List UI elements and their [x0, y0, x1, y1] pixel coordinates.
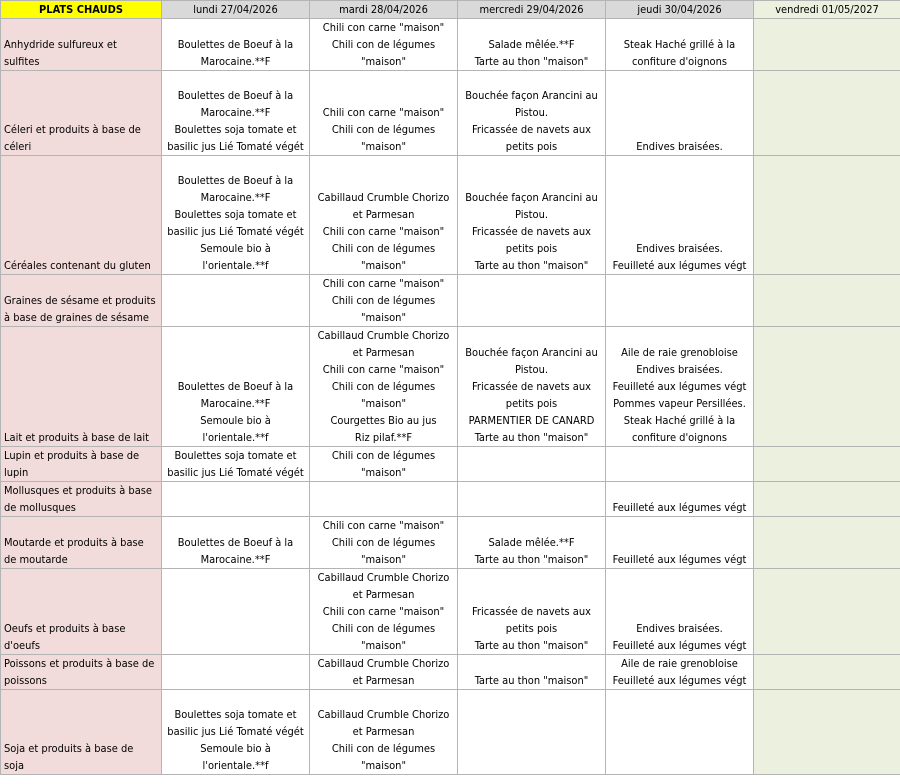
day-header-tuesday: mardi 28/04/2026 — [310, 1, 458, 19]
dish-line: petits pois — [505, 397, 558, 410]
dish-cell-monday — [162, 19, 310, 71]
dish-line: Boulettes de Boeuf à la — [177, 380, 294, 393]
allergen-label-line: Céleri et produits à base de — [4, 123, 141, 136]
dish-cell-thursday — [606, 447, 754, 482]
dish-cell-tuesday — [310, 71, 458, 156]
dish-line: Pistou. — [515, 208, 548, 221]
dish-line: Chili con carne "maison" — [322, 277, 445, 290]
dish-line: Tarte au thon "maison" — [474, 259, 589, 272]
dish-line: Endives braisées. — [636, 622, 723, 635]
dish-cell-monday — [162, 517, 310, 569]
dish-cell-wednesday — [458, 482, 606, 517]
dish-line: et Parmesan — [352, 346, 415, 359]
day-header-wednesday: mercredi 29/04/2026 — [458, 1, 606, 19]
dish-line: Feuilleté aux légumes végt — [612, 259, 747, 272]
dish-cell-tuesday — [310, 275, 458, 327]
allergen-label-line: Poissons et produits à base de — [4, 657, 155, 670]
dish-cell-monday — [162, 327, 310, 447]
dish-line: Marocaine.**F — [200, 106, 271, 119]
dish-line: "maison" — [360, 466, 407, 479]
dish-cell-monday — [162, 569, 310, 655]
dish-line: basilic jus Lié Tomaté végét — [167, 466, 304, 479]
dish-line: Chili con de légumes — [331, 242, 436, 255]
dish-cell-friday — [754, 275, 900, 327]
dish-line: Chili con de légumes — [331, 449, 436, 462]
table-row — [1, 517, 900, 569]
dish-line: Semoule bio à — [200, 742, 271, 755]
dish-line: Cabillaud Crumble Chorizo — [317, 708, 450, 721]
allergen-cell — [1, 517, 162, 569]
dish-line: Boulettes de Boeuf à la — [177, 38, 294, 51]
allergen-cell — [1, 655, 162, 690]
dish-cell-wednesday — [458, 690, 606, 775]
day-header-friday: vendredi 01/05/2027 — [754, 1, 900, 19]
dish-line: petits pois — [505, 140, 558, 153]
allergen-label-line: Lait et produits à base de lait — [4, 431, 150, 444]
dish-line: Feuilleté aux légumes végt — [612, 501, 747, 514]
dish-cell-wednesday — [458, 517, 606, 569]
dish-line: "maison" — [360, 639, 407, 652]
dish-line: Feuilleté aux légumes végt — [612, 553, 747, 566]
dish-line: Feuilleté aux légumes végt — [612, 380, 747, 393]
dish-line: Fricassée de navets aux — [471, 123, 592, 136]
dish-line: Riz pilaf.**F — [354, 431, 413, 444]
dish-line: l'orientale.**f — [202, 759, 269, 772]
dish-cell-wednesday — [458, 156, 606, 275]
dish-line: Chili con de légumes — [331, 622, 436, 635]
day-header-thursday: jeudi 30/04/2026 — [606, 1, 754, 19]
dish-line: et Parmesan — [352, 588, 415, 601]
dish-line: Salade mêlée.**F — [488, 536, 575, 549]
dish-cell-friday — [754, 690, 900, 775]
dish-line: Steak Haché grillé à la — [623, 414, 736, 427]
dish-cell-tuesday — [310, 19, 458, 71]
corner-header: PLATS CHAUDS — [1, 1, 162, 19]
dish-line: "maison" — [360, 311, 407, 324]
allergen-cell — [1, 447, 162, 482]
allergen-label-line: de mollusques — [4, 501, 76, 514]
dish-line: Chili con de légumes — [331, 742, 436, 755]
dish-line: Feuilleté aux légumes végt — [612, 674, 747, 687]
dish-cell-wednesday — [458, 655, 606, 690]
dish-line: Chili con de légumes — [331, 294, 436, 307]
dish-cell-thursday — [606, 569, 754, 655]
dish-line: confiture d'oignons — [631, 55, 728, 68]
table-row — [1, 655, 900, 690]
dish-cell-friday — [754, 71, 900, 156]
dish-line: "maison" — [360, 397, 407, 410]
dish-line: Pistou. — [515, 363, 548, 376]
table-row — [1, 327, 900, 447]
dish-cell-monday — [162, 690, 310, 775]
dish-line: et Parmesan — [352, 725, 415, 738]
dish-line: Boulettes de Boeuf à la — [177, 174, 294, 187]
dish-line: Fricassée de navets aux — [471, 225, 592, 238]
dish-line: Semoule bio à — [200, 242, 271, 255]
allergen-cell — [1, 156, 162, 275]
day-header-monday: lundi 27/04/2026 — [162, 1, 310, 19]
dish-cell-thursday — [606, 156, 754, 275]
allergen-cell — [1, 327, 162, 447]
allergen-label-line: Soja et produits à base de — [4, 742, 134, 755]
dish-line: Cabillaud Crumble Chorizo — [317, 571, 450, 584]
dish-line: Pistou. — [515, 106, 548, 119]
dish-cell-thursday — [606, 19, 754, 71]
dish-cell-friday — [754, 447, 900, 482]
dish-line: et Parmesan — [352, 208, 415, 221]
dish-line: Chili con carne "maison" — [322, 225, 445, 238]
table-row — [1, 275, 900, 327]
allergen-cell — [1, 19, 162, 71]
dish-cell-tuesday — [310, 569, 458, 655]
dish-line: Chili con carne "maison" — [322, 21, 445, 34]
dish-line: Tarte au thon "maison" — [474, 553, 589, 566]
allergen-label-line: Céréales contenant du gluten — [4, 259, 151, 272]
dish-line: Chili con de légumes — [331, 536, 436, 549]
dish-cell-monday — [162, 275, 310, 327]
dish-cell-thursday — [606, 482, 754, 517]
dish-line: Cabillaud Crumble Chorizo — [317, 191, 450, 204]
dish-line: Chili con carne "maison" — [322, 106, 445, 119]
dish-line: "maison" — [360, 553, 407, 566]
dish-line: Pommes vapeur Persillées. — [613, 397, 746, 410]
dish-line: Chili con carne "maison" — [322, 519, 445, 532]
dish-line: Steak Haché grillé à la — [623, 38, 736, 51]
dish-cell-monday — [162, 71, 310, 156]
dish-cell-thursday — [606, 275, 754, 327]
dish-line: Fricassée de navets aux — [471, 605, 592, 618]
dish-line: Chili con carne "maison" — [322, 605, 445, 618]
dish-cell-tuesday — [310, 482, 458, 517]
dish-line: Endives braisées. — [636, 140, 723, 153]
table-row — [1, 19, 900, 71]
dish-line: Tarte au thon "maison" — [474, 639, 589, 652]
dish-cell-tuesday — [310, 655, 458, 690]
dish-cell-wednesday — [458, 275, 606, 327]
dish-line: "maison" — [360, 140, 407, 153]
dish-line: Bouchée façon Arancini au — [465, 346, 598, 359]
dish-line: Marocaine.**F — [200, 55, 271, 68]
allergen-label-line: d'oeufs — [4, 639, 41, 652]
dish-line: Tarte au thon "maison" — [474, 431, 589, 444]
dish-cell-tuesday — [310, 327, 458, 447]
dish-cell-monday — [162, 482, 310, 517]
dish-cell-monday — [162, 655, 310, 690]
dish-line: Chili con de légumes — [331, 123, 436, 136]
dish-line: l'orientale.**f — [202, 259, 269, 272]
dish-line: l'orientale.**f — [202, 431, 269, 444]
allergen-cell — [1, 71, 162, 156]
dish-line: petits pois — [505, 622, 558, 635]
dish-line: Salade mêlée.**F — [488, 38, 575, 51]
dish-line: petits pois — [505, 242, 558, 255]
dish-cell-thursday — [606, 327, 754, 447]
dish-cell-thursday — [606, 655, 754, 690]
dish-line: Marocaine.**F — [200, 191, 271, 204]
dish-line: Bouchée façon Arancini au — [465, 89, 598, 102]
table-row — [1, 447, 900, 482]
table-row — [1, 569, 900, 655]
dish-cell-tuesday — [310, 690, 458, 775]
dish-cell-friday — [754, 327, 900, 447]
dish-line: PARMENTIER DE CANARD — [468, 414, 595, 427]
allergen-label-line: Moutarde et produits à base — [4, 536, 144, 549]
dish-cell-wednesday — [458, 71, 606, 156]
table-row — [1, 156, 900, 275]
dish-cell-wednesday — [458, 447, 606, 482]
dish-line: Boulettes de Boeuf à la — [177, 536, 294, 549]
dish-line: "maison" — [360, 55, 407, 68]
dish-line: Fricassée de navets aux — [471, 380, 592, 393]
allergen-label-line: Lupin et produits à base de — [4, 449, 140, 462]
dish-line: Cabillaud Crumble Chorizo — [317, 657, 450, 670]
allergen-label-line: céleri — [4, 140, 32, 153]
table-row — [1, 71, 900, 156]
dish-line: Boulettes de Boeuf à la — [177, 89, 294, 102]
table-body — [1, 19, 900, 775]
dish-cell-wednesday — [458, 569, 606, 655]
dish-line: Boulettes soja tomate et — [174, 123, 297, 136]
dish-cell-friday — [754, 482, 900, 517]
dish-line: Boulettes soja tomate et — [174, 208, 297, 221]
dish-cell-monday — [162, 447, 310, 482]
dish-line: Aile de raie grenobloise — [621, 657, 738, 670]
allergen-label-line: de moutarde — [4, 553, 68, 566]
dish-cell-friday — [754, 19, 900, 71]
dish-cell-friday — [754, 156, 900, 275]
dish-line: Semoule bio à — [200, 414, 271, 427]
dish-line: Chili con de légumes — [331, 380, 436, 393]
dish-line: Tarte au thon "maison" — [474, 55, 589, 68]
dish-line: et Parmesan — [352, 674, 415, 687]
dish-line: Courgettes Bio au jus — [330, 414, 437, 427]
allergen-label-line: Oeufs et produits à base — [4, 622, 126, 635]
dish-line: Boulettes soja tomate et — [174, 449, 297, 462]
dish-cell-wednesday — [458, 327, 606, 447]
dish-cell-monday — [162, 156, 310, 275]
dish-cell-thursday — [606, 517, 754, 569]
dish-cell-friday — [754, 569, 900, 655]
dish-line: Marocaine.**F — [200, 553, 271, 566]
allergen-cell — [1, 690, 162, 775]
allergen-label-line: à base de graines de sésame — [4, 311, 150, 324]
allergen-label-line: Mollusques et produits à base — [4, 484, 153, 497]
dish-line: Boulettes soja tomate et — [174, 708, 297, 721]
dish-cell-thursday — [606, 71, 754, 156]
dish-line: Endives braisées. — [636, 242, 723, 255]
dish-cell-friday — [754, 655, 900, 690]
allergen-label-line: soja — [4, 759, 25, 772]
dish-line: basilic jus Lié Tomaté végét — [167, 225, 304, 238]
allergen-cell — [1, 569, 162, 655]
dish-line: Aile de raie grenobloise — [621, 346, 738, 359]
dish-line: Cabillaud Crumble Chorizo — [317, 329, 450, 342]
dish-line: Chili con de légumes — [331, 38, 436, 51]
dish-line: confiture d'oignons — [631, 431, 728, 444]
dish-cell-friday — [754, 517, 900, 569]
allergen-cell — [1, 482, 162, 517]
dish-cell-wednesday — [458, 19, 606, 71]
table-row — [1, 690, 900, 775]
table-row — [1, 482, 900, 517]
dish-cell-tuesday — [310, 447, 458, 482]
allergen-label-line: sulfites — [4, 55, 40, 68]
allergen-cell — [1, 275, 162, 327]
allergen-label-line: lupin — [4, 466, 29, 479]
allergen-label-line: Graines de sésame et produits — [4, 294, 156, 307]
dish-line: Bouchée façon Arancini au — [465, 191, 598, 204]
dish-line: Chili con carne "maison" — [322, 363, 445, 376]
dish-line: Marocaine.**F — [200, 397, 271, 410]
dish-line: basilic jus Lié Tomaté végét — [167, 140, 304, 153]
allergen-label-line: Anhydride sulfureux et — [4, 38, 117, 51]
dish-cell-tuesday — [310, 517, 458, 569]
header-row — [1, 1, 900, 19]
dish-line: Feuilleté aux légumes végt — [612, 639, 747, 652]
dish-line: Endives braisées. — [636, 363, 723, 376]
dish-line: basilic jus Lié Tomaté végét — [167, 725, 304, 738]
dish-line: "maison" — [360, 259, 407, 272]
dish-line: Tarte au thon "maison" — [474, 674, 589, 687]
dish-cell-thursday — [606, 690, 754, 775]
allergen-label-line: poissons — [4, 674, 47, 687]
dish-cell-tuesday — [310, 156, 458, 275]
dish-line: "maison" — [360, 759, 407, 772]
